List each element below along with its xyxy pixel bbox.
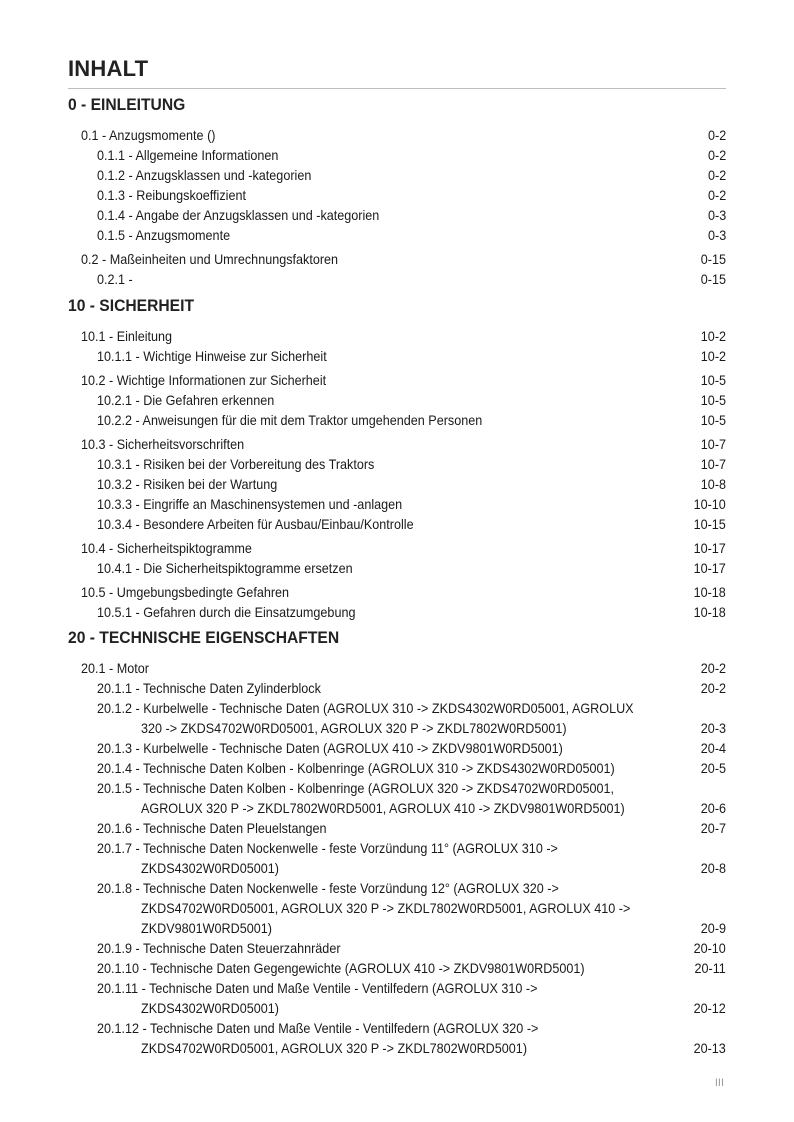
toc-page-number: 10-17 (693, 540, 726, 556)
toc-page-number: 10-2 (700, 328, 726, 344)
toc-entry: 10.2.2 - Anweisungen für die mit dem Traktor umgehenden Personen (97, 412, 483, 428)
toc-page-number: 0-2 (707, 187, 726, 203)
toc-page-number: 10-18 (693, 584, 726, 600)
toc-page-number: 0-15 (700, 271, 726, 287)
toc-entry: 10.3 - Sicherheitsvorschriften (81, 436, 245, 452)
toc-entry: 10.2 - Wichtige Informationen zur Sicherheit (81, 372, 327, 388)
toc-page-number: 10-5 (700, 392, 726, 408)
toc-page-number: 0-2 (707, 167, 726, 183)
toc-entry: 10.3.2 - Risiken bei der Wartung (97, 476, 278, 492)
toc-entry: 10.4.1 - Die Sicherheitspiktogramme ersetzen (97, 560, 353, 576)
toc-page-number: 10-5 (700, 412, 726, 428)
toc-page-number: 10-18 (693, 604, 726, 620)
toc-page-number: 0-2 (707, 147, 726, 163)
toc-entry: 0.2 - Maßeinheiten und Umrechnungsfaktoren (81, 251, 339, 267)
toc-entry: 10.3.4 - Besondere Arbeiten für Ausbau/Einbau/Kontrolle (97, 516, 414, 532)
toc-entry-continuation: AGROLUX 320 P -> ZKDL7802W0RD5001, AGROLUX 410 -> ZKDV9801W0RD5001) (141, 800, 625, 816)
toc-page-number: 20-4 (700, 740, 726, 756)
toc-page-number: 10-7 (700, 436, 726, 452)
toc-page-number: 20-12 (693, 1000, 726, 1016)
toc-entry: 0.2.1 - (97, 271, 133, 287)
toc-page-number: 0-3 (707, 227, 726, 243)
toc-entry: 20.1 - Motor (81, 660, 149, 676)
section-heading: 0 - EINLEITUNG (68, 95, 186, 114)
toc-entry-continuation: ZKDV9801W0RD5001) (141, 920, 272, 936)
toc-entry: 20.1.1 - Technische Daten Zylinderblock (97, 680, 321, 696)
toc-page-number: 20-13 (693, 1040, 726, 1056)
toc-entry-continuation: ZKDS4302W0RD05001) (141, 860, 279, 876)
toc-page-number: 10-7 (700, 456, 726, 472)
toc-entry: 10.3.3 - Eingriffe an Maschinensystemen und -anlagen (97, 496, 403, 512)
toc-entry: 20.1.3 - Kurbelwelle - Technische Daten (AGROLUX 410 -> ZKDV9801W0RD5001) (97, 740, 563, 756)
toc-entry: 20.1.9 - Technische Daten Steuerzahnräder (97, 940, 341, 956)
toc-entry: 0.1.2 - Anzugsklassen und -kategorien (97, 167, 312, 183)
toc-page-number: 10-8 (700, 476, 726, 492)
toc-entry: 10.1 - Einleitung (81, 328, 173, 344)
toc-page-number: 0-3 (707, 207, 726, 223)
toc-entry: 20.1.2 - Kurbelwelle - Technische Daten (AGROLUX 310 -> ZKDS4302W0RD05001, AGROLUX (97, 700, 634, 716)
toc-entry: 10.5.1 - Gefahren durch die Einsatzumgebung (97, 604, 356, 620)
toc-entry: 0.1.4 - Angabe der Anzugsklassen und -kategorien (97, 207, 380, 223)
toc-page-number: 20-10 (693, 940, 726, 956)
section-heading: 20 - TECHNISCHE EIGENSCHAFTEN (68, 628, 340, 647)
toc-entry: 10.2.1 - Die Gefahren erkennen (97, 392, 275, 408)
toc-entry: 10.1.1 - Wichtige Hinweise zur Sicherheit (97, 348, 327, 364)
toc-entry: 20.1.5 - Technische Daten Kolben - Kolbenringe (AGROLUX 320 -> ZKDS4702W0RD05001, (97, 780, 615, 796)
toc-entry: 20.1.6 - Technische Daten Pleuelstangen (97, 820, 327, 836)
toc-page-number: 20-3 (700, 720, 726, 736)
toc-page-number: 10-15 (693, 516, 726, 532)
toc-page-number: 20-2 (700, 680, 726, 696)
toc-entry: 10.3.1 - Risiken bei der Vorbereitung des Traktors (97, 456, 375, 472)
toc-entry: 0.1.1 - Allgemeine Informationen (97, 147, 279, 163)
toc-entry-continuation: ZKDS4302W0RD05001) (141, 1000, 279, 1016)
toc-entry-continuation: ZKDS4702W0RD05001, AGROLUX 320 P -> ZKDL7802W0RD5001, AGROLUX 410 -> (141, 900, 631, 916)
toc-page-number: 20-6 (700, 800, 726, 816)
toc-page-number: 10-17 (693, 560, 726, 576)
page-title: INHALT (68, 56, 149, 81)
toc-entry-continuation: ZKDS4702W0RD05001, AGROLUX 320 P -> ZKDL7802W0RD5001) (141, 1040, 528, 1056)
toc-entry: 0.1.3 - Reibungskoeffizient (97, 187, 246, 203)
toc-page-number: 20-8 (700, 860, 726, 876)
toc-page-number: 20-7 (700, 820, 726, 836)
toc-entry: 20.1.12 - Technische Daten und Maße Ventile - Ventilfedern (AGROLUX 320 -> (97, 1020, 539, 1036)
toc-page-number: 10-2 (700, 348, 726, 364)
toc-entry: 10.5 - Umgebungsbedingte Gefahren (81, 584, 290, 600)
toc-page-number: 0-15 (700, 251, 726, 267)
toc-page-number: 10-10 (693, 496, 726, 512)
toc-page-number: 20-11 (694, 960, 726, 976)
toc-entry: 10.4 - Sicherheitspiktogramme (81, 540, 252, 556)
toc-page-number: 10-5 (700, 372, 726, 388)
toc-entry: 0.1.5 - Anzugsmomente (97, 227, 231, 243)
toc-entry: 20.1.4 - Technische Daten Kolben - Kolbenringe (AGROLUX 310 -> ZKDS4302W0RD05001) (97, 760, 615, 776)
section-heading: 10 - SICHERHEIT (68, 296, 195, 315)
page-number: III (714, 1077, 724, 1089)
toc-entry: 0.1 - Anzugsmomente () (81, 127, 216, 143)
toc-entry: 20.1.10 - Technische Daten Gegengewichte (AGROLUX 410 -> ZKDV9801W0RD5001) (97, 960, 585, 976)
toc-entry: 20.1.7 - Technische Daten Nockenwelle - feste Vorzündung 11° (AGROLUX 310 -> (97, 840, 558, 856)
toc-page-number: 20-2 (700, 660, 726, 676)
toc-entry-continuation: 320 -> ZKDS4702W0RD05001, AGROLUX 320 P -> ZKDL7802W0RD5001) (141, 720, 567, 736)
toc-page-number: 20-9 (700, 920, 726, 936)
toc-page-number: 20-5 (700, 760, 726, 776)
toc-page-number: 0-2 (707, 127, 726, 143)
toc-entry: 20.1.11 - Technische Daten und Maße Ventile - Ventilfedern (AGROLUX 310 -> (97, 980, 538, 996)
toc-entry: 20.1.8 - Technische Daten Nockenwelle - feste Vorzündung 12° (AGROLUX 320 -> (97, 880, 559, 896)
